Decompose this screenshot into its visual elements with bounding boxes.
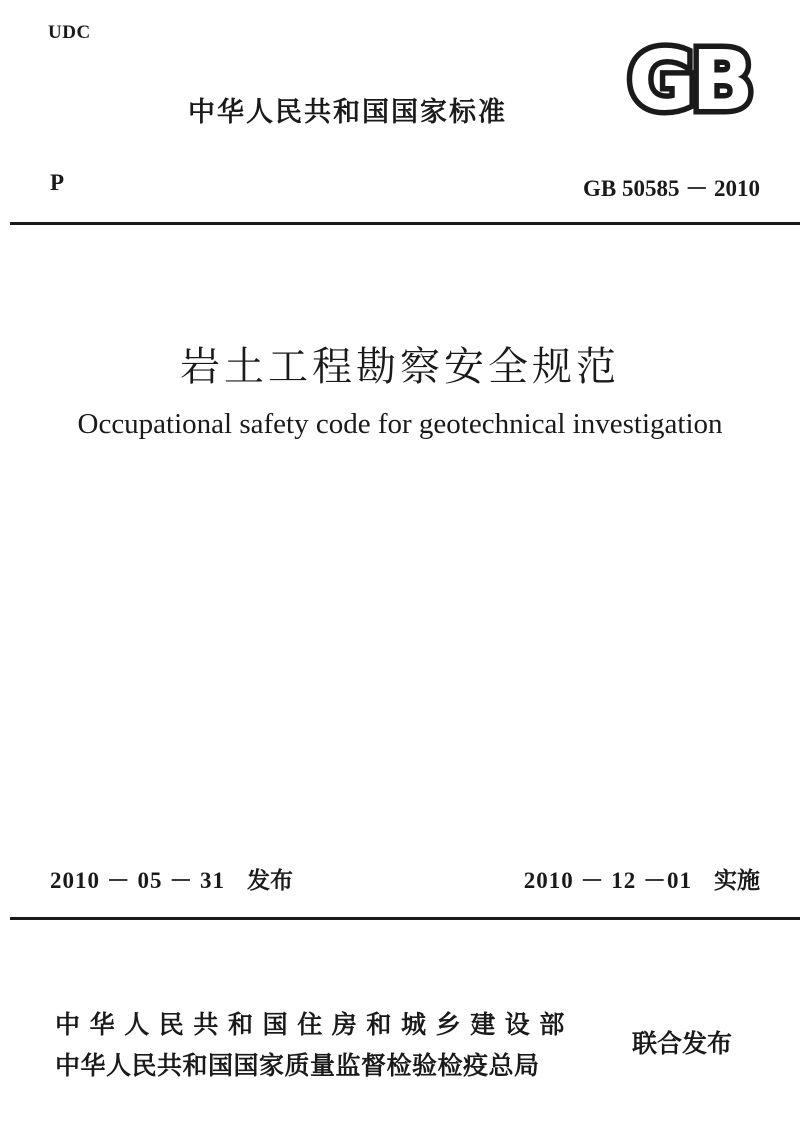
implement-date: 2010 － 12 －01 [523, 868, 692, 893]
issue-date-line [50, 862, 293, 895]
standard-type-heading: 中华人民共和国国家标准 [188, 97, 507, 128]
title-chinese: 岩土工程勘察安全规范 [180, 344, 620, 390]
gb-logo-icon [616, 38, 762, 118]
joint-issue-label: 联合发布 [632, 1029, 733, 1058]
udc-label: UDC [48, 22, 91, 43]
bottom-divider [10, 917, 800, 920]
category-code: P [50, 170, 65, 195]
publisher-ministry: 中华人民共和国住房和城乡建设部 [55, 1010, 575, 1039]
standard-number: GB 50585 － 2010 [583, 176, 760, 201]
publisher-aqsiq: 中华人民共和国国家质量监督检验检疫总局 [55, 1051, 540, 1080]
top-divider [10, 222, 800, 225]
issue-date: 2010 － 05 － 31 [50, 868, 225, 893]
title-english: Occupational safety code for geotechnical investigation [77, 408, 723, 440]
issue-label: 发布 [247, 868, 293, 894]
gb-logo-text: GB [628, 38, 750, 118]
implement-label: 实施 [714, 868, 760, 894]
implement-date-line [524, 862, 760, 895]
